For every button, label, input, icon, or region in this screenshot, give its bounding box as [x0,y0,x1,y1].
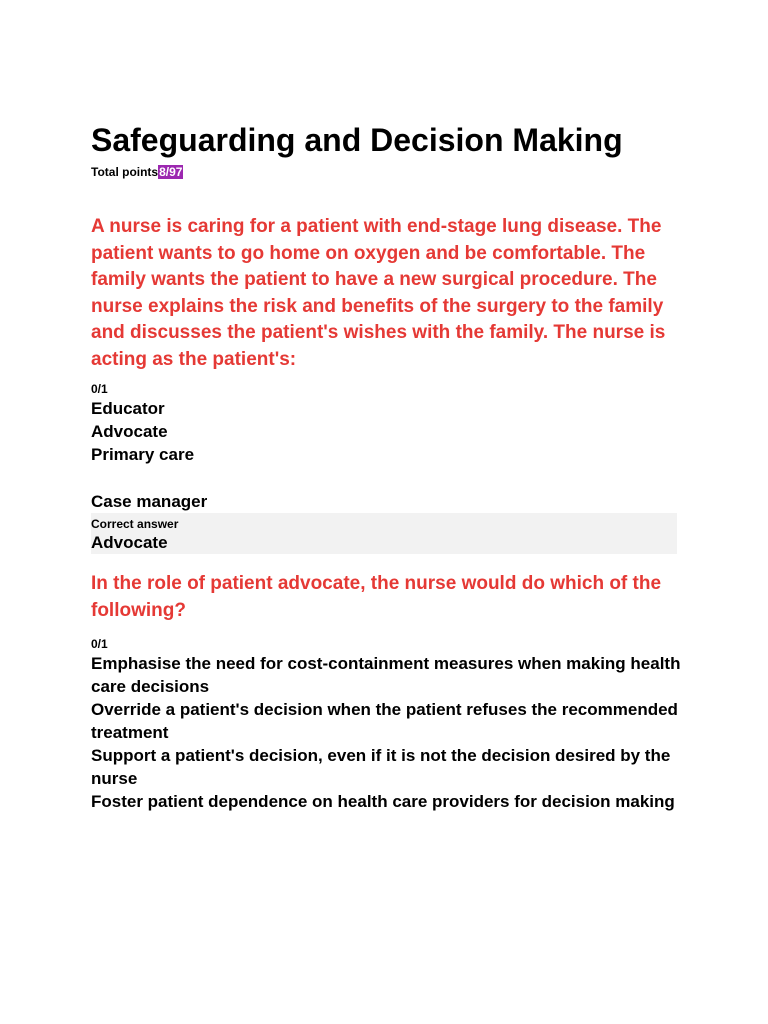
question-1-option[interactable]: Primary care [91,445,195,464]
correct-answer-label: Correct answer [91,517,179,531]
page-title: Safeguarding and Decision Making [91,122,623,158]
question-1-score: 0/1 [91,382,108,396]
question-1-option[interactable]: Case manager [91,492,208,511]
total-points-label: Total points [91,165,159,179]
question-1-options [91,397,691,513]
question-1-option[interactable]: Educator [91,399,165,418]
question-1-option[interactable]: Advocate [91,422,168,441]
correct-answer-value: Advocate [91,533,168,552]
quiz-page [91,118,691,813]
question-2-options [91,652,691,813]
total-points [91,164,691,180]
total-points-badge: 8/97 [159,165,183,179]
question-2-text: In the role of patient advocate, the nurse would do which of the following? [91,573,662,621]
option-spacer [91,466,691,490]
question-2-option[interactable]: Foster patient dependence on health care providers for decision making [91,792,675,811]
question-2-score: 0/1 [91,637,108,651]
question-2-option[interactable]: Override a patient's decision when the patient refuses the recommended treatment [91,700,678,742]
question-2-option[interactable]: Support a patient's decision, even if it is not the decision desired by the nurse [91,746,671,788]
correct-answer-block [91,513,677,554]
question-1-text: A nurse is caring for a patient with end-stage lung disease. The patient wants to go home on oxygen and be comfortable. The family wants the patient to have a new surgical procedure. The nurse explains the risk and benefits of the surgery to the family and discusses the patient's wishes with the family. The nurse is acting as the patient's: [91,216,666,370]
question-2-option[interactable]: Emphasise the need for cost-containment measures when making health care decisions [91,654,681,696]
